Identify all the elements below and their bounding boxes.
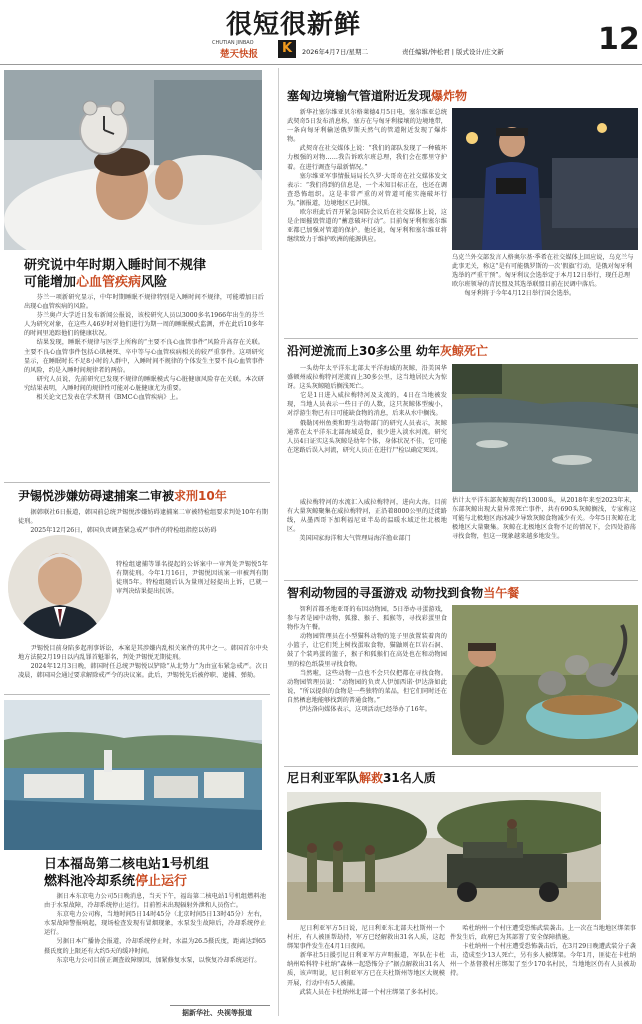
sleep-photo — [4, 70, 262, 250]
yoon-headline — [18, 488, 227, 505]
column-divider — [278, 68, 279, 1016]
yoon-photo — [8, 535, 112, 639]
nigeria-headline — [287, 770, 436, 787]
nigeria-headline-a: 尼日利亚军队 — [287, 771, 360, 785]
sleep-headline-2c: 风险 — [141, 275, 168, 290]
zoo-photo — [452, 605, 638, 755]
sleep-headline-highlight: 心血管疾病 — [76, 275, 142, 290]
nigeria-photo — [287, 792, 601, 920]
yoon-headline-highlight: 求刑10年 — [174, 489, 227, 503]
sleep-headline-2 — [24, 274, 167, 291]
editors-line: 责任编辑/钟松君 | 版式设计/庄文新 — [402, 48, 504, 56]
whale-headline — [287, 343, 488, 360]
sleep-headline-1: 研究说中年时期入睡时间不规律 — [24, 258, 207, 273]
sleep-body: 芬兰一项新研究显示，中年时期睡眠不规律特别是入睡时间不规律，可能增加日后出现心血管疾病的风险。 芬兰奥卢大学近日发布新闻公报说，该校研究人员以3000多名1966年出生的芬兰人为研究对象，在这些人46岁时对他们进行为期一周的睡眠模式监测，并在此后10多年的时间里追踪他们的健康状况。 结果发现，睡眠不规律与医学上所称的“主要不良心血管事件”风险升高存在关联。主要不良心血管事件包括心肌梗死、卒中等与心血管疾病相关的较严重事件。这项研究显示，在睡眠时长不足8小时的人群中，入睡时间不规律的个体发生主要不良心血管事件的风险，约是入睡时间规律者的两倍。 研究人员说，先前研究已发现不规律的睡眠模式与心脏健康风险存在关联。本次研究结果表明，入睡时间的规律性可能对心脏健康尤为重要。 相关论文已发表在学术期刊《BMC心血管疾病》上。 — [24, 294, 264, 402]
whale-headline-a: 沿河逆流而上30多公里 幼年 — [287, 344, 440, 358]
brand-name: 楚天快报 — [220, 49, 259, 60]
zoo-rule — [284, 766, 638, 767]
sleep-rule — [4, 482, 270, 483]
serbia-headline-highlight: 爆炸物 — [431, 89, 468, 103]
whale-rule — [284, 580, 638, 581]
whale-headline-highlight: 灰鲸死亡 — [439, 344, 488, 358]
yoon-rule — [4, 694, 270, 695]
serbia-rule — [284, 338, 638, 339]
yoon-headline-a: 尹锡悦涉嫌妨碍逮捕案二审被 — [18, 489, 175, 503]
serbia-caption: 乌克兰外交部发言人格奥尔基·季希在社交媒体上回应说，乌克兰与此事无关，称这“是有可能俄罗斯的一次‘假旗’行动，是俄对匈牙利选举的严重干预”。匈牙利议会选举定于本月12日举行，现任总理欧尔班领导的青民盟及其选举联盟目前在民调中落后。 匈牙利将于今年4月12日举行国会选举。 — [452, 254, 634, 298]
section-title: 很短很新鲜 — [226, 10, 362, 40]
whale-body-1: 一头幼年太平洋东北部太平洋海域的灰鲸，沿美国华盛顿州威拉梅特河逆流而上30多公里，这当地居民大为惊讶。这头灰鲸随后搁浅死亡。 它是1日进入威拉梅特河及支流的，4日在当地被发现，当地人员表示一些日子的人数，这只灰鲸体型瘦小，对浮游生物已有日可能缺食物的消息，后来从水中搁浅。 俄勒冈州鱼类和野生动物部门的研究人员表示，灰鲸通常在太平洋东北部海域觅食，很少进入淡水河流。研究人员4日证实这头灰鲸是幼年个体，身体状况不佳，它可能在迷路后误入河流，研究人员正在进行尸检以确定死因。 — [287, 365, 447, 454]
header-rule — [0, 64, 642, 65]
nigeria-body-2: 哈杜纳州一个村庄遭受恐怖武装袭击。上一次在当地地区绑架事件发生后，政府已为其部署了安全保障措施。 卡杜纳州一个村庄遭受恐怖袭击后，在3月29日晚遭武装分子袭击，造成至少13人死亡，另有多人被绑架。今年1月，匪徒在卡杜纳州一个基督教村庄绑架了至少170名村民，当地地区仍有人员被劫持。 — [450, 925, 636, 978]
zoo-headline-highlight: 当午餐 — [483, 586, 520, 600]
zoo-headline — [287, 585, 519, 602]
whale-body-3: 估计太平洋东部灰鲸现存约13000头，从2018年来至2023年末，东部灰鲸出现大量异常死亡事件，共有690头灰鲸搁浅，专家称这可能与北极地区海冰减少导致灰鲸食物减少有关。今年5日灰鲸在北极地区大量聚集。灰鲸在北极地区食物不足的情况下，会四处游荡寻找食物，但这一现象越来越多地发生。 — [452, 497, 636, 541]
zoo-headline-a: 智利动物园的寻蛋游戏 动物找到食物 — [287, 586, 484, 600]
zoo-body: 智利首都圣地亚哥的布因动物园，5日举办寻蛋游戏，参与者是园中动物，狐獴、猴子、狐猴等，寻找彩蛋里食物作为午餐。 动物园管理员在小型猫科动物的笼子里放置装着肉的小篮子，让它们凭上树找蛋取食物，猫鼬则在巨岩石洞、鼓了个装鸡蛋的篮子，猴子和狐猴们在高处也在和动物园里的棕色纸袋里寻找食物。 当然啦，这些动物一点也不会只仅把都在寻找食物。动物园管理员说：“动物园的负责人伊加西诺·伊达洛如此说，“所以提供的食物是一些独特的菜品，但它们同时还在自然栖息地能够找到的普通食物。” 伊达洛向媒体表示，这项活动已经举办了16年。 — [287, 606, 447, 714]
yoon-body-3: 尹锡悦目前身陷多起刑事诉讼，本案是其涉嫌内乱相关案件的其中之一。韩国首尔中央地方法院2月19日以内乱罪首魁罪名，判处尹锡悦无期徒刑。 2024年12月3日晚，韩国时任总统尹锡悦以铲除“从北势力”为由宣布紧急戒严。次日凌晨，韩国国会通过要求解除戒严令的决议案。此后，尹锡悦先后被停职、逮捕、弹劾。 — [18, 645, 268, 680]
serbia-headline-a: 塞匈边境输气管道附近发现 — [287, 89, 432, 103]
fukushima-headline-2a: 燃料池冷却系统 — [44, 874, 136, 889]
footer-rule — [170, 1005, 270, 1006]
brand-logo-icon: K — [278, 40, 296, 58]
nigeria-headline-c: 31名人质 — [383, 771, 436, 785]
sleep-headline-2a: 可能增加 — [24, 275, 77, 290]
yoon-body-2: 特检组逮捕等罪名提起的公诉案中一审判处尹锡悦5年有期徒刑。今年1月16日，尹锡悦因该案一审被判有期徒刑5年。特检组随后认为量刑过轻提出上诉，已就一审判决结果提出抗诉。 — [116, 561, 268, 596]
yoon-body-1: 据韩联社6日报道，韩国前总统尹锡悦涉嫌妨碍逮捕案二审被特检组要求判处10年有期徒刑。 2025年12月26日，韩国负责调查紧急戒严事件的特检组指控以妨碍 — [18, 509, 268, 535]
date-line: 2026年4月7日/星期二 — [302, 48, 369, 56]
fukushima-body: 据日本东京电力公司5日晚消息，当天下午，福岛第二核电站1号机组燃料池由于水泵故障，冷却系统停止运行。目前暂未出现辐射外泄和人员伤亡。 东京电力公司称，当地时间5日14时45分（北京时间5日13时45分）左右，水泵故障警报响起，现场检查发现有冒烟现象，水泵发生故障后，冷却系统停止运行。 另据日本广播协会报道，冷却系统停止时，水温为26.5摄氏度，距离达到65摄氏度的上限还有大约5天的缓冲时间。 东京电力公司目前正调查故障原因，加紧修复水泵，以恢复冷却系统运行。 — [44, 893, 266, 964]
fukushima-headline-2 — [44, 873, 187, 890]
serbia-headline — [287, 88, 467, 105]
serbia-photo — [452, 108, 638, 250]
whale-body-2: 威拉梅特河的水流汇入威拉梅特河，进向大海。目前有大量灰鲸聚集在威拉梅特河，正沿着8000公里的迁徙路线，从墨西哥下加利福尼亚半岛的温暖水域迁往北极地区。 美国国家海洋和大气管理局海洋渔业部门 — [287, 499, 447, 543]
fukushima-headline-1: 日本福岛第二核电站1号机组 — [44, 857, 210, 872]
fukushima-photo — [4, 700, 262, 850]
footer-source: 据新华社、央视等报道 — [182, 1009, 252, 1017]
page-number: 12 — [598, 22, 640, 57]
brand-small: CHUTIAN JINBAO — [212, 40, 254, 46]
serbia-body: 新华社塞尔维亚贝尔格莱德4月5日电，塞尔维亚总统武契奇5日发布消息称，塞方在与匈牙利接壤的边境地带，一条向匈牙利输送俄罗斯天然气的管道附近发现了爆炸物。 武契奇在社交媒体上说：“我们的部队发现了一种破坏力极强的对物……我告诉欧尔班总理，我们会在那里守护着。在进行调查与最新情况。” 塞尔维亚军事情报局局长久罗·大哥奇在社交媒体发文表示：“我们得到的信息是，一个未知目标正在，也还在调查恐怖组织。这是非常严重的对管道可能实施破坏行为。”据报道，边境地区已封锁。 欧尔班此后召开紧急国防会议后在社交媒体上说，这是企图摧毁管道的“蓄意破坏行动”。目前匈牙利和塞尔维亚都已加强对管道的保护。他还说，匈牙利和塞尔维亚将继续致力于维护欧洲的能源供应。 — [287, 109, 447, 244]
fukushima-headline-highlight: 停止运行 — [135, 874, 188, 889]
nigeria-body-1: 尼日利亚军方5日说，尼日利亚东北部夫杜斯州一个村庄，有人被匪帮劫持，军方已经解救出31名人质，这起绑架事件发生在4月1日夜间。 新华社5日援引尼日利亚军方声明报道，军队在卡杜纳州哈科特卡杜纳“森林一起恐怖分子”据点解救出31名人质，该声明说，尼日利亚军方已在夫杜斯州等地区大规模开展，行动中有5人被捕。 武装人员在卡杜纳州北部一个村庄绑架了多名村民。 — [287, 925, 445, 996]
nigeria-headline-highlight: 解救 — [359, 771, 384, 785]
whale-photo — [452, 364, 638, 492]
